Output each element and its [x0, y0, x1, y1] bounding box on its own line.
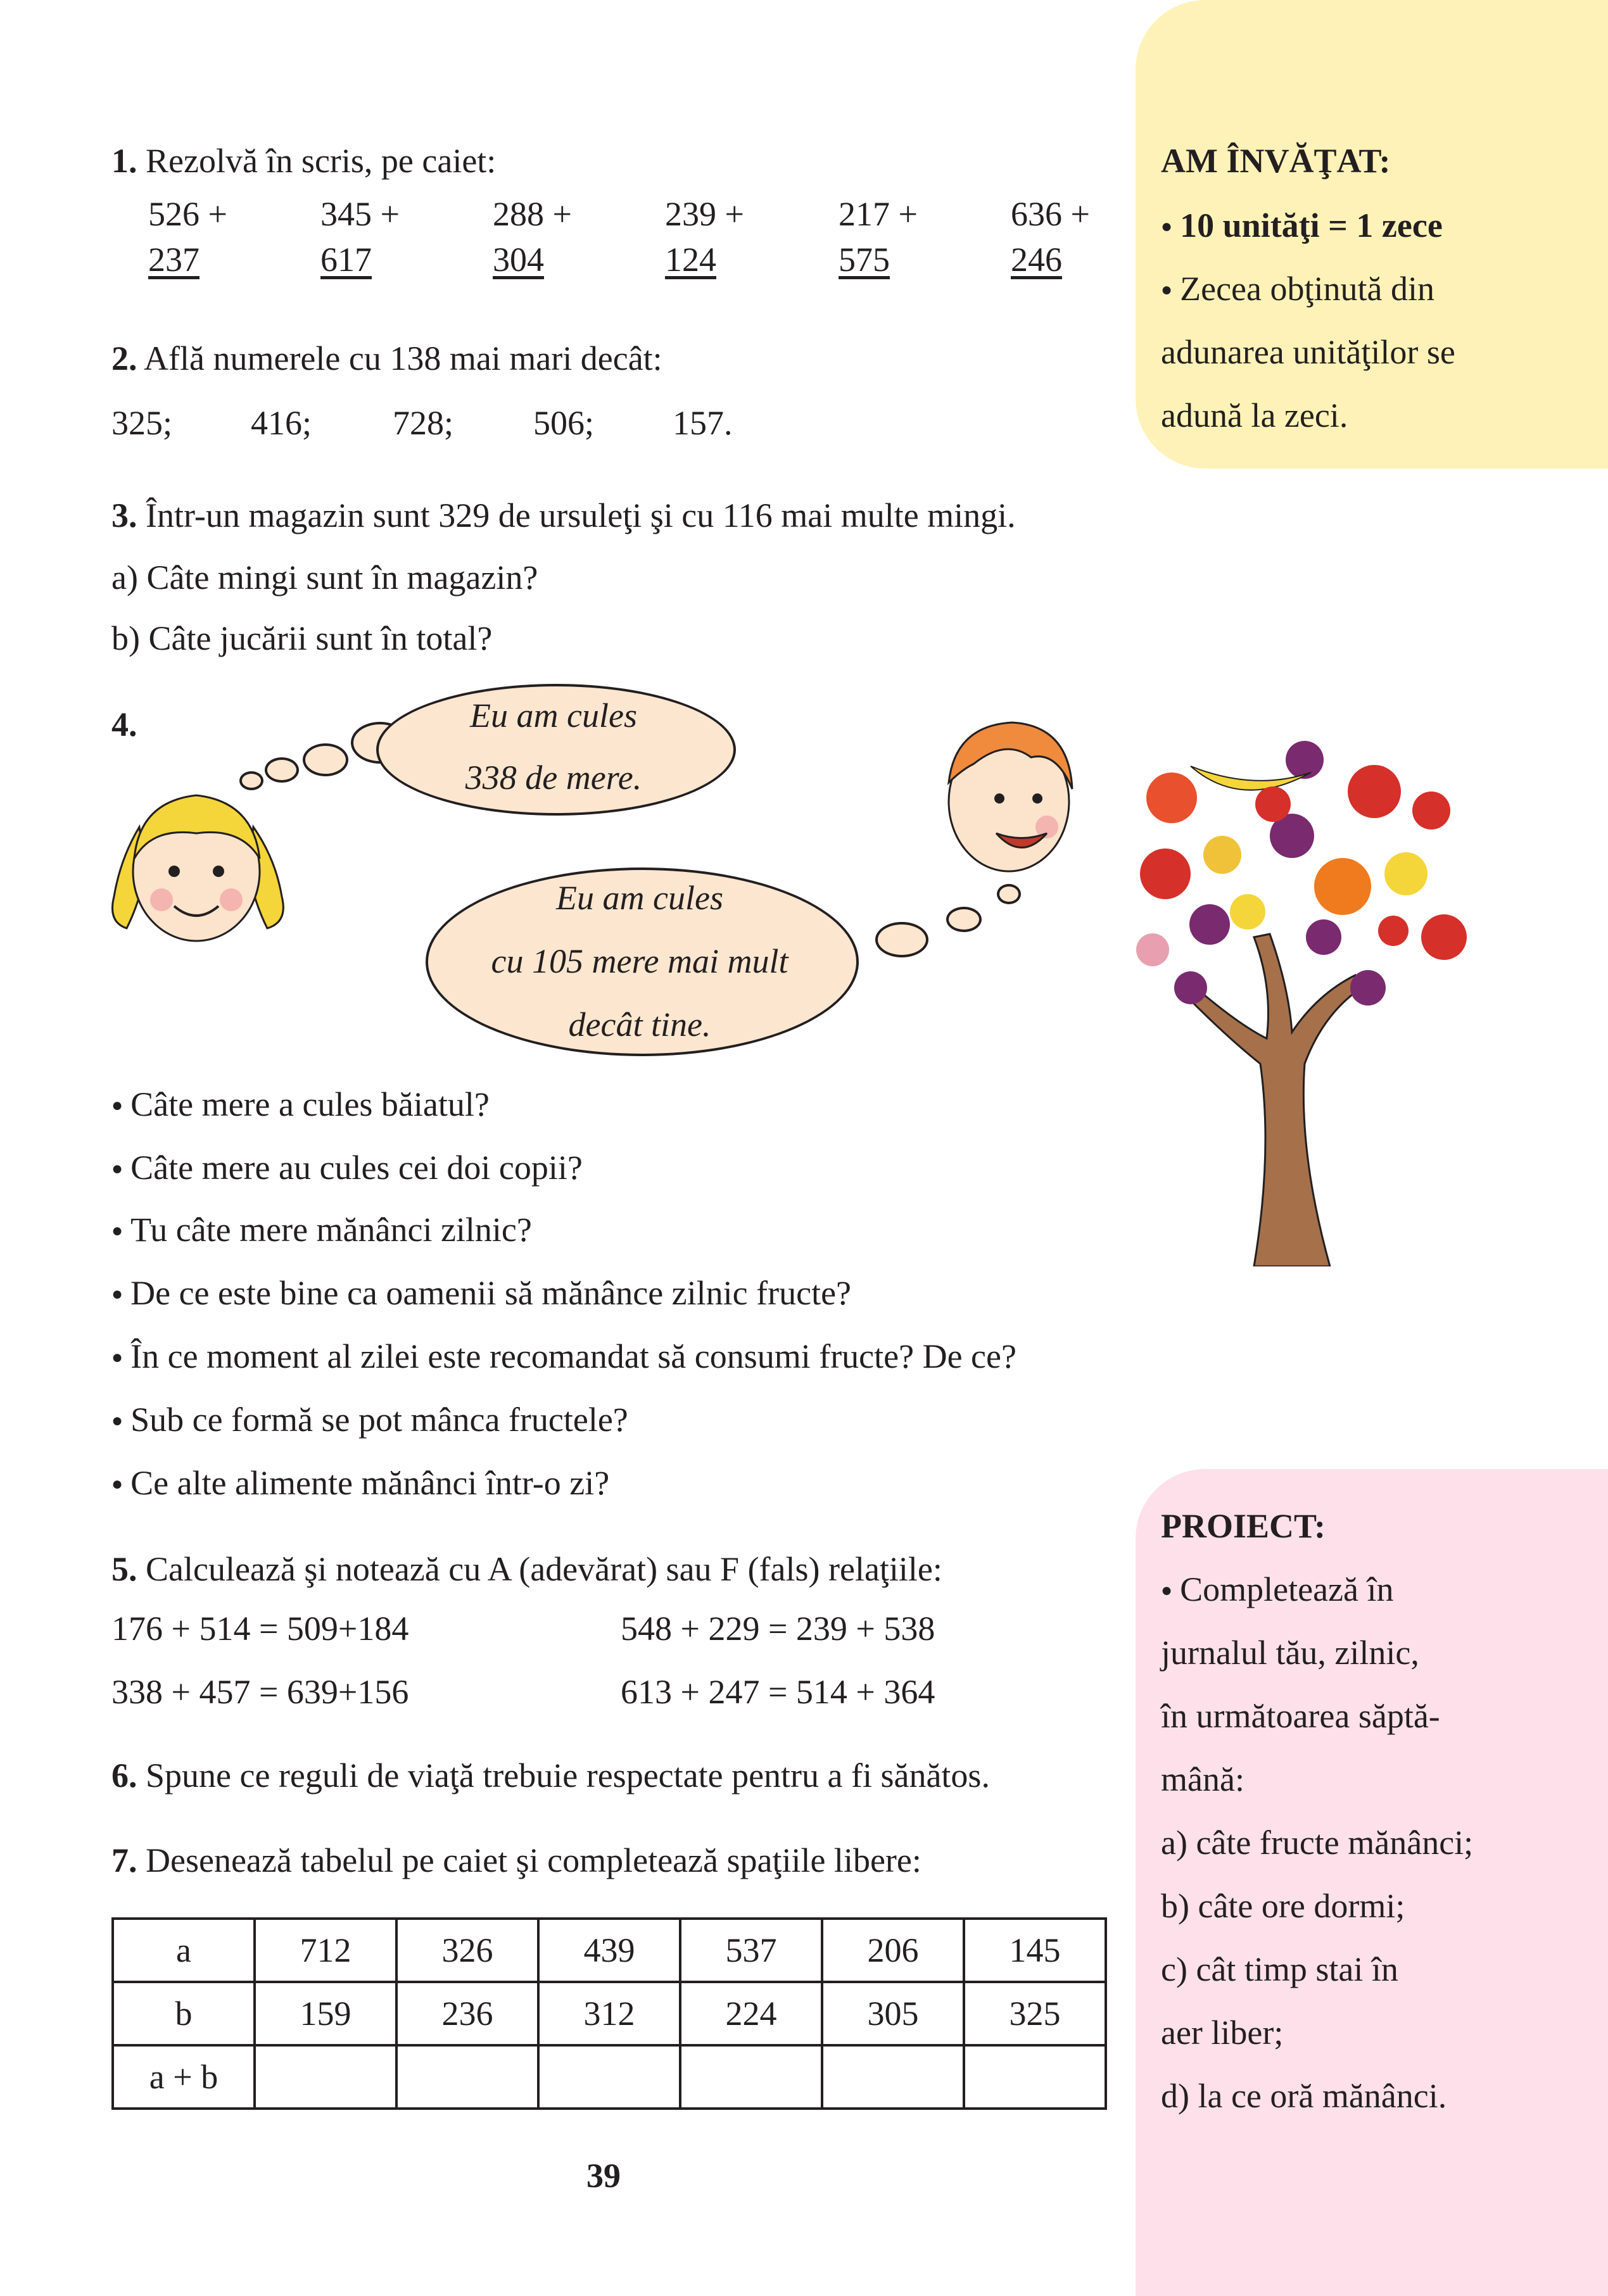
- table-row: [113, 2045, 1106, 2109]
- ex1-op-6: [1011, 191, 1093, 282]
- ex4-question-7: ● Ce alte alimente mănânci într-o zi?: [111, 1463, 609, 1507]
- ex3-question-b: b) Câte jucării sunt în total?: [111, 619, 493, 657]
- table-cell: a: [113, 1919, 255, 1982]
- ex6-label: 6.: [111, 1757, 137, 1795]
- girl-illustration: [101, 776, 291, 947]
- ex5-text: Calculează şi notează cu A (adevărat) sau F (fals) relaţiile:: [137, 1550, 942, 1588]
- learned-title: AM ÎNVĂŢAT:: [1161, 142, 1391, 180]
- boy-bubble-line3: decât tine.: [568, 1006, 711, 1044]
- ex7-text: Desenează tabelul pe caiet şi completează spaţiile libere:: [137, 1841, 921, 1879]
- ex4-question-1: ● Câte mere a cules băiatul?: [111, 1084, 490, 1128]
- project-line2: jurnalul tău, zilnic,: [1161, 1634, 1419, 1672]
- ex1-op-2: [320, 191, 403, 282]
- ex1-op-3: [493, 191, 575, 282]
- ex4-question-3: ● Tu câte mere mănânci zilnic?: [111, 1209, 532, 1254]
- ex2-number-3: 728;: [393, 404, 454, 442]
- ex2-heading: [111, 338, 662, 379]
- table-cell: a + b: [113, 2045, 255, 2109]
- table-cell: 159: [255, 1982, 396, 2045]
- table-row: [113, 1919, 1106, 1982]
- ex6-text: Spune ce reguli de viaţă trebuie respectate pentru a fi sănătos.: [137, 1757, 990, 1795]
- ex2-number-2: 416;: [251, 404, 312, 442]
- ex1-op-3-bottom: 304: [493, 241, 544, 279]
- project-title: PROIECT:: [1161, 1507, 1326, 1545]
- boy-thought-dot-1: [997, 884, 1021, 904]
- ex1-op-5-bottom: 575: [839, 241, 890, 279]
- ex1-op-5: [839, 191, 921, 282]
- ex1-op-1: [148, 191, 231, 282]
- ex2-number-4: 506;: [533, 404, 595, 442]
- ex7-label: 7.: [111, 1841, 137, 1879]
- ex4-question-5: ● În ce moment al zilei este recomandat să consumi fructe? De ce?: [111, 1336, 1016, 1380]
- boy-bubble-line1: Eu am cules: [556, 879, 723, 917]
- table-cell: 439: [538, 1919, 680, 1982]
- table-cell-empty: [396, 2045, 538, 2109]
- ex1-op-3-top: 288 +: [493, 195, 572, 233]
- table-cell: 236: [396, 1982, 538, 2045]
- ex3-text: Într-un magazin sunt 329 de ursuleţi şi cu 116 mai multe mingi.: [137, 496, 1016, 534]
- ex1-op-2-top: 345 +: [320, 195, 400, 233]
- table-cell-empty: [255, 2045, 396, 2109]
- project-line3: în următoarea săptă-: [1161, 1697, 1440, 1735]
- project-item-d: d) la ce oră mănânci.: [1161, 2077, 1447, 2115]
- learned-line2: adunarea unităţilor se: [1161, 333, 1455, 371]
- ex5-relation-2: 548 + 229 = 239 + 538: [621, 1610, 935, 1648]
- ex5-relation-1: 176 + 514 = 509+184: [111, 1610, 409, 1648]
- project-item-b: b) câte ore dormi;: [1161, 1887, 1405, 1925]
- ex5-heading: [111, 1549, 942, 1589]
- ex1-text: Rezolvă în scris, pe caiet:: [137, 142, 497, 180]
- girl-thought-dot-3: [303, 743, 348, 776]
- ex7-heading: [111, 1840, 921, 1881]
- ex1-label: 1.: [111, 142, 137, 180]
- table-cell: 325: [964, 1982, 1106, 2045]
- ex1-op-4-top: 239 +: [665, 195, 744, 233]
- project-item-c1: c) cât timp stai în: [1161, 1950, 1398, 1988]
- project-line4: mână:: [1161, 1760, 1244, 1798]
- learned-rule: ● 10 unităţi = 1 zece: [1161, 205, 1443, 249]
- ex1-heading: [111, 141, 496, 181]
- ex3-label: 3.: [111, 496, 137, 534]
- table-cell-empty: [822, 2045, 964, 2109]
- table-cell: 206: [822, 1919, 964, 1982]
- table-cell: 537: [680, 1919, 822, 1982]
- boy-illustration: [936, 713, 1082, 878]
- ex6-heading: [111, 1755, 990, 1796]
- ex7-table: [111, 1917, 1107, 2110]
- table-cell: b: [113, 1982, 255, 2045]
- ex4-label: 4.: [111, 705, 137, 743]
- page-number: 39: [586, 2157, 621, 2195]
- table-cell: 712: [255, 1919, 396, 1982]
- ex2-number-5: 157.: [673, 404, 733, 442]
- ex5-relation-4: 613 + 247 = 514 + 364: [621, 1673, 935, 1711]
- learned-line1: ● Zecea obţinută din: [1161, 268, 1434, 313]
- boy-bubble-line2: cu 105 mere mai mult: [491, 942, 788, 980]
- table-cell-empty: [538, 2045, 680, 2109]
- project-line1: ● Completează în: [1161, 1569, 1394, 1613]
- table-cell: 305: [822, 1982, 964, 2045]
- ex5-relation-3: 338 + 457 = 639+156: [111, 1673, 409, 1711]
- ex5-label: 5.: [111, 1550, 137, 1588]
- table-cell-empty: [680, 2045, 822, 2109]
- ex4-question-2: ● Câte mere au cules cei doi copii?: [111, 1147, 583, 1192]
- ex2-label: 2.: [111, 339, 137, 377]
- ex1-op-1-top: 526 +: [148, 195, 227, 233]
- ex3-question-a: a) Câte mingi sunt în magazin?: [111, 558, 538, 596]
- ex1-op-2-bottom: 617: [320, 241, 372, 279]
- girl-bubble-line2: 338 de mere.: [465, 759, 642, 797]
- ex3-heading: [111, 495, 1016, 536]
- ex1-op-4: [665, 191, 747, 282]
- ex1-op-6-bottom: 246: [1011, 241, 1062, 279]
- ex4-question-4: ● De ce este bine ca oamenii să mănânce zilnic fructe?: [111, 1273, 851, 1317]
- table-cell: 145: [964, 1919, 1106, 1982]
- ex1-op-5-top: 217 +: [839, 195, 918, 233]
- project-item-a: a) câte fructe mănânci;: [1161, 1824, 1474, 1862]
- ex1-op-4-bottom: 124: [665, 241, 716, 279]
- table-cell: 224: [680, 1982, 822, 2045]
- fruit-tree-illustration: [1115, 709, 1482, 1266]
- ex2-text: Află numerele cu 138 mai mari decât:: [137, 339, 662, 377]
- table-cell-empty: [964, 2045, 1106, 2109]
- boy-thought-dot-2: [946, 907, 982, 932]
- boy-thought-dot-3: [875, 922, 928, 957]
- table-row: [113, 1982, 1106, 2045]
- ex1-op-6-top: 636 +: [1011, 195, 1090, 233]
- ex2-number-1: 325;: [111, 404, 173, 442]
- project-item-c2: aer liber;: [1161, 2014, 1284, 2052]
- girl-bubble-line1: Eu am cules: [470, 697, 637, 735]
- table-cell: 326: [396, 1919, 538, 1982]
- learned-line3: adună la zeci.: [1161, 396, 1348, 434]
- table-cell: 312: [538, 1982, 680, 2045]
- ex1-op-1-bottom: 237: [148, 241, 199, 279]
- ex4-question-6: ● Sub ce formă se pot mânca fructele?: [111, 1399, 628, 1444]
